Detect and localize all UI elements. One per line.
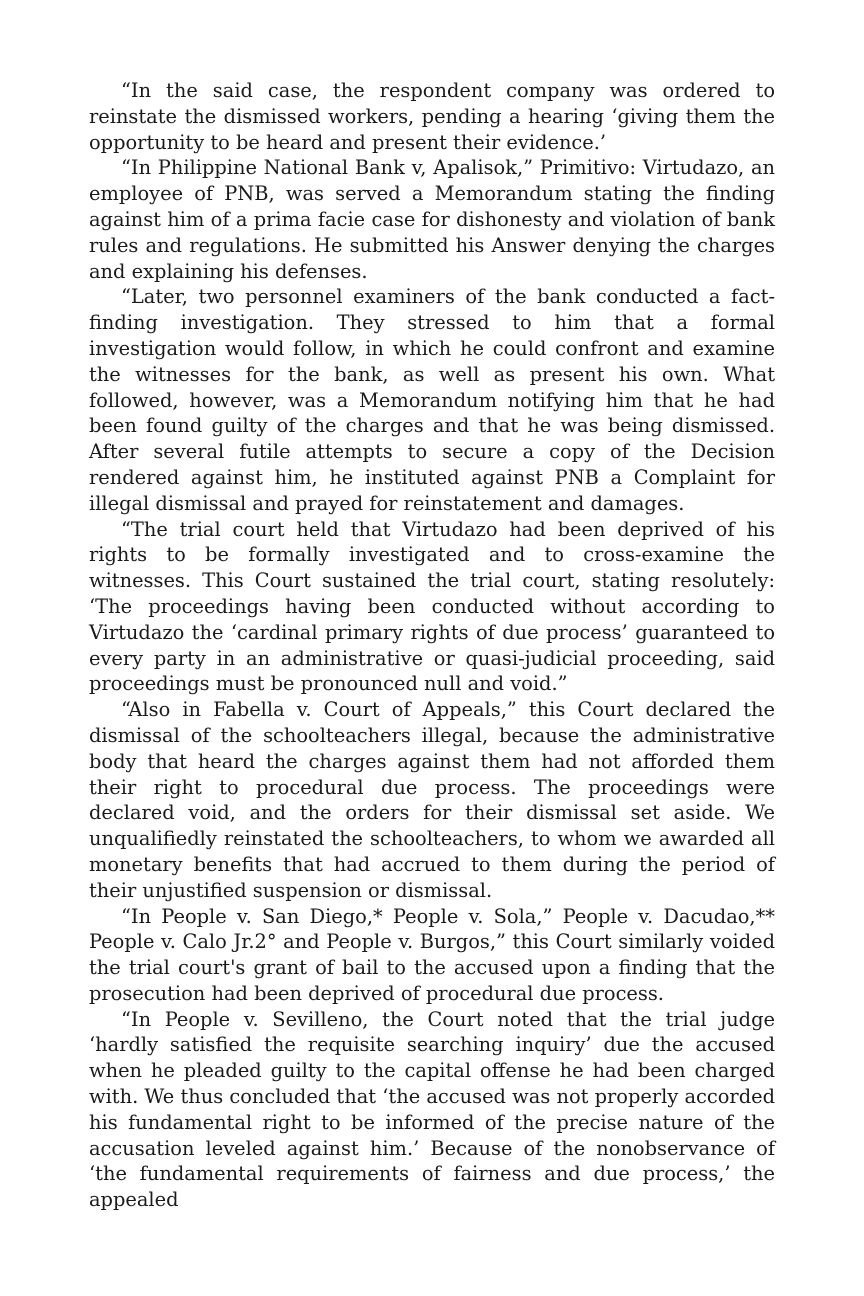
paragraph-reinstatement-order: “In the said case, the respondent company was ordered to reinstate the dismissed workers, pending a hearing ‘giving them the opportunity to be heard and present their evidence.’ (89, 79, 775, 154)
paragraph-sevilleno-case: “In People v. Sevilleno, the Court noted that the trial judge ‘hardly satisfied the requisite searching inquiry’ due the accused when he pleaded guilty to the capital offense he had been charged with. We thus concluded that ‘the accused was not properly accorded his fundamental right to be informed of the precise nature of the accusation leveled against him.’ Because of the nonobservance of ‘the fundamental requirements of fairness and due process,’ the appealed (89, 1007, 775, 1212)
paragraph-bail-cases: “In People v. San Diego,* People v. Sola,” People v. Dacudao,** People v. Calo Jr.2° and People v. Burgos,” this Court similarly voided the trial court's grant of bail to the accused upon a finding that the prosecution had been deprived of procedural due process. (89, 904, 775, 1005)
paragraph-pnb-apalisok: “In Philippine National Bank v, Apalisok,” Primitivo: Virtudazo, an employee of PNB, was served a Memorandum stating the finding against him of a prima facie case for dishonesty and violation of bank rules and regulations. He submitted his Answer denying the charges and explaining his defenses. (89, 156, 775, 283)
paragraph-fact-finding-investigation: “Later, two personnel examiners of the bank conducted a fact-finding investigation. They stressed to him that a formal investigation would follow, in which he could confront and examine the witnesses for the bank, as well as present his own. What followed, however, was a Memorandum notifying him that he had been found guilty of the charges and that he was being dismissed. After several futile attempts to secure a copy of the Decision rendered against him, he instituted against PNB a Complaint for illegal dismissal and prayed for reinstatement and damages. (89, 285, 775, 515)
document-page (89, 78, 775, 1213)
paragraph-fabella-case: “Also in Fabella v. Court of Appeals,” this Court declared the dismissal of the schoolteachers illegal, because the administrative body that heard the charges against them had not afforded them their right to procedural due process. The proceedings were declared void, and the orders for their dismissal set aside. We unqualifiedly reinstated the schoolteachers, to whom we awarded all monetary benefits that had accrued to them during the period of their unjustified suspension or dismissal. (89, 698, 775, 902)
paragraph-trial-court-ruling: “The trial court held that Virtudazo had been deprived of his rights to be formally investigated and to cross-examine the witnesses. This Court sustained the trial court, stating resolutely: ‘The proceedings having been conducted without according to Virtudazo the ‘cardinal primary rights of due process’ guaranteed to every party in an administrative or quasi-judicial proceeding, said proceedings must be pronounced null and void.” (89, 517, 775, 696)
